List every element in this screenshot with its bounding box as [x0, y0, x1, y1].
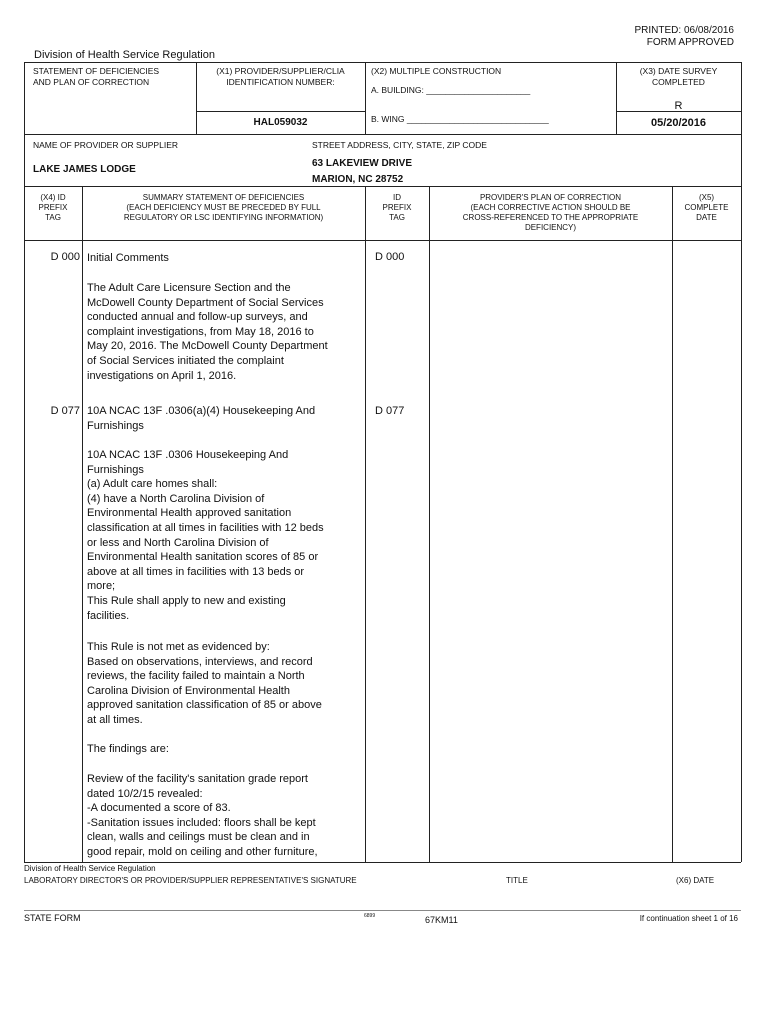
- d077-findings: The findings are:: [87, 743, 169, 755]
- state-form: STATE FORM: [24, 913, 81, 923]
- col-x4-header: (X4) ID PREFIX TAG: [38, 193, 68, 222]
- provider-name: LAKE JAMES LODGE: [33, 164, 136, 175]
- statement-label: STATEMENT OF DEFICIENCIES AND PLAN OF CORRECTION: [33, 66, 160, 87]
- col-plan-header: PROVIDER'S PLAN OF CORRECTION (EACH CORRECTIVE ACTION SHOULD BE CROSS-REFERENCED TO THE APPROPRIATE DEFICIENCY): [462, 193, 639, 232]
- col-x5-header: (X5) COMPLETE DATE: [684, 193, 729, 222]
- d077-tag: D 077: [50, 405, 80, 417]
- address-label: STREET ADDRESS, CITY, STATE, ZIP CODE: [312, 140, 487, 150]
- d077-title: 10A NCAC 13F .0306(a)(4) Housekeeping And Furnishings: [87, 405, 316, 432]
- title-label: TITLE: [506, 876, 528, 885]
- d000-tag: D 000: [50, 251, 80, 263]
- form-id: 67KM11: [425, 915, 458, 925]
- col-summary-header: SUMMARY STATEMENT OF DEFICIENCIES (EACH DEFICIENCY MUST BE PRECEDED BY FULL REGULATORY OR LSC IDENTIFYING INFORMATION): [123, 193, 324, 222]
- provider-id: HAL059032: [253, 117, 308, 128]
- wing-field: B. WING ______________________________: [371, 114, 549, 124]
- address-line1: 63 LAKEVIEW DRIVE: [312, 158, 413, 169]
- x2-label: (X2) MULTIPLE CONSTRUCTION: [371, 66, 502, 76]
- division-title: Division of Health Service Regulation: [34, 49, 215, 61]
- form-code: 6899: [364, 913, 376, 919]
- d000-title: Initial Comments: [87, 252, 169, 264]
- form-approved: FORM APPROVED: [646, 37, 734, 48]
- continuation-label: If continuation sheet 1 of 16: [639, 914, 738, 923]
- x1-label: (X1) PROVIDER/SUPPLIER/CLIA IDENTIFICATION NUMBER:: [216, 66, 345, 87]
- d000-text: The Adult Care Licensure Section and the McDowell County Department of Social Services conducted annual and follow-up surveys, and complaint investigations, from May 18, 2016 to May 20, 2016. The McDowell County Department of Social Services initiated the complaint investigations on April 1, 2016.: [87, 282, 328, 382]
- d077-not-met: This Rule is not met as evidenced by: Based on observations, interviews, and record reviews, the facility failed to maintain a North Carolina Division of Environmental Health approved sanitation classification of 85 or above at all times.: [87, 641, 322, 726]
- col-id-header: ID PREFIX TAG: [382, 193, 412, 222]
- survey-date: 05/20/2016: [650, 117, 707, 129]
- d077-rule: 10A NCAC 13F .0306 Housekeeping And Furnishings (a) Adult care homes shall: (4) have a North Carolina Division of Environmental Health approved sanitation classification at all times in facilities with 12 beds or less and North Carolina Division of Environmental Health sanitation scores of 85 or above at all times in facilities with 13 beds or more; This Rule shall apply to new and existing facilities.: [87, 449, 324, 622]
- d000-id: D 000: [375, 251, 405, 263]
- building-field: A. BUILDING: ______________________: [371, 85, 531, 95]
- provider-name-label: NAME OF PROVIDER OR SUPPLIER: [33, 140, 178, 150]
- x3-letter: R: [674, 100, 683, 112]
- address-line2: MARION, NC 28752: [312, 174, 404, 185]
- d077-review: Review of the facility's sanitation grade report dated 10/2/15 revealed: -A documented a score of 83. -Sanitation issues included: floors shall be kept clean, walls and ceilings must be clean and in good repair, mold on ceiling and other furniture,: [87, 773, 318, 858]
- footer-division: Division of Health Service Regulation: [24, 864, 156, 873]
- printed-date: PRINTED: 06/08/2016: [634, 25, 734, 36]
- d077-id: D 077: [375, 405, 405, 417]
- x6-date-label: (X6) DATE: [676, 876, 715, 885]
- x3-label: (X3) DATE SURVEY COMPLETED: [639, 66, 718, 87]
- signature-label: LABORATORY DIRECTOR'S OR PROVIDER/SUPPLIER REPRESENTATIVE'S SIGNATURE: [24, 876, 357, 885]
